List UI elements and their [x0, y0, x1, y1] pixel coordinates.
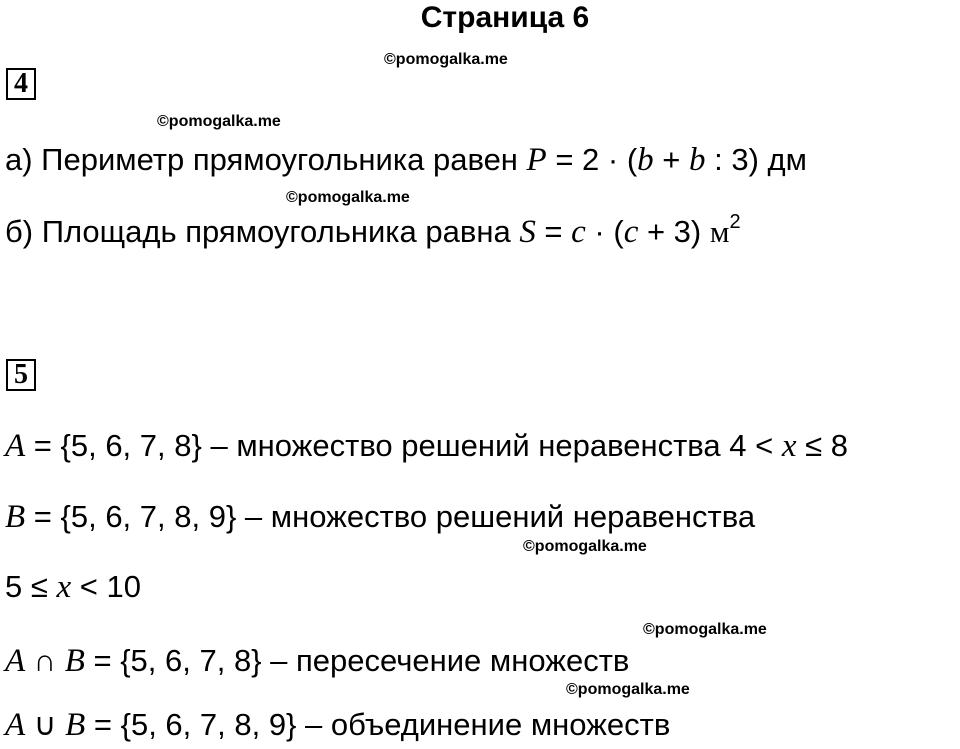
task5-line-2 [5, 497, 755, 537]
line-text: = {5, 6, 7, 8, 9} – объединение множеств [85, 707, 671, 742]
line-text: = {5, 6, 7, 8} – множество решений неравенства 4 < [25, 428, 782, 463]
line-text: < 10 [71, 569, 141, 604]
math-var: x [781, 428, 797, 464]
line-text: а) Периметр прямоугольника равен [5, 142, 527, 177]
line-text: = {5, 6, 7, 8, 9} – множество решений неравенства [25, 499, 756, 534]
line-text: + [653, 142, 690, 177]
line-text: · ( [585, 214, 624, 249]
task5-line-3 [5, 567, 141, 607]
task-number-4: 4 [6, 68, 36, 100]
watermark: ©pomogalka.me [384, 51, 508, 68]
line-text: ≤ 8 [796, 428, 848, 463]
page-title: Страница 6 [420, 1, 590, 34]
task-number-5: 5 [6, 359, 36, 391]
math-var: B [5, 499, 26, 535]
unit: м [709, 214, 730, 249]
math-var: b [689, 142, 706, 178]
task5-line-4 [5, 641, 629, 681]
math-var: A [5, 643, 26, 679]
math-var: x [56, 569, 72, 605]
task5-line-1 [5, 426, 848, 466]
line-text: ∪ [25, 707, 66, 742]
watermark: ©pomogalka.me [523, 538, 647, 555]
line-text: ∩ [25, 643, 65, 678]
line-text: + 3) [638, 214, 710, 249]
math-var: A [5, 428, 26, 464]
math-var: S [519, 214, 536, 250]
line-text: : 3) дм [705, 142, 807, 177]
math-var: b [637, 142, 654, 178]
line-text: = 2 · ( [546, 142, 638, 177]
math-var: c [571, 214, 586, 250]
line-text: б) Площадь прямоугольника равна [5, 214, 520, 249]
task4-line-b [5, 212, 741, 252]
task4-line-a [5, 140, 807, 180]
watermark: ©pomogalka.me [566, 681, 690, 698]
task5-line-5 [5, 705, 670, 745]
math-var: B [64, 643, 85, 679]
math-var: B [65, 707, 86, 743]
math-var: P [526, 142, 547, 178]
watermark: ©pomogalka.me [157, 113, 281, 130]
line-text: = {5, 6, 7, 8} – пересечение множеств [84, 643, 630, 678]
math-var: A [5, 707, 26, 743]
unit-exponent: 2 [729, 211, 741, 233]
line-text: 5 ≤ [5, 569, 57, 604]
line-text: = [535, 214, 572, 249]
watermark: ©pomogalka.me [286, 189, 410, 206]
watermark: ©pomogalka.me [643, 621, 767, 638]
math-var: c [623, 214, 639, 250]
